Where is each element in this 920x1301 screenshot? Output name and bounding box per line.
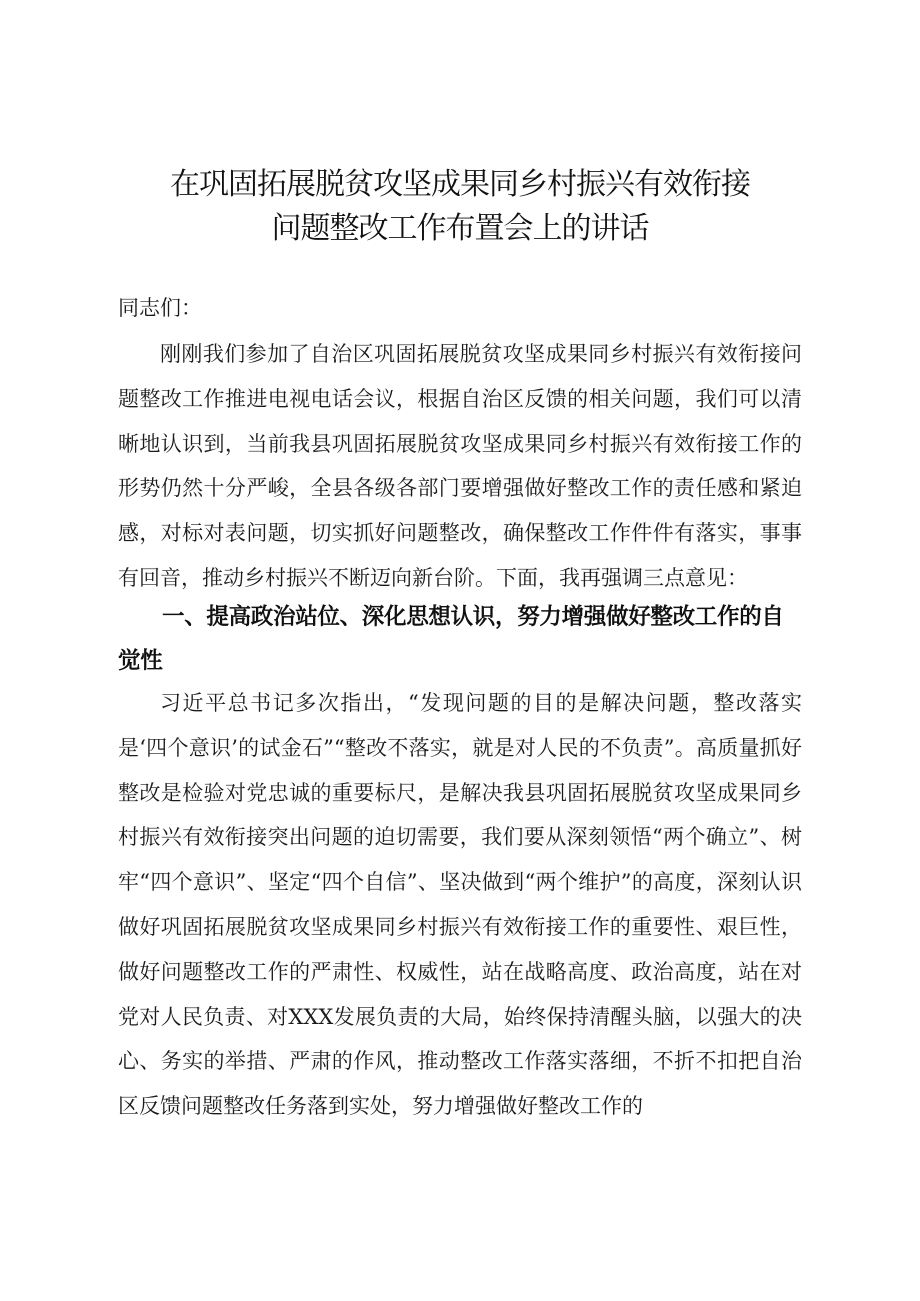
document-title-line-2: 问题整改工作布置会上的讲话 (271, 211, 649, 246)
body-paragraph-1: 刚刚我们参加了自治区巩固拓展脱贫攻坚成果同乡村振兴有效衔接问题整改工作推进电视电话会议，根据自治区反馈的相关问题，我们可以清晰地认识到，当前我县巩固拓展脱贫攻坚成果同乡村振兴有效衔接工作的形势仍然十分严峻，全县各级各部门要增强做好整改工作的责任感和紧迫感，对标对表问题，切实抓好问题整改，确保整改工作件件有落实，事事有回音，推动乡村振兴不断迈向新台阶。下面，我再强调三点意见： (118, 342, 802, 590)
salutation: 同志们： (118, 296, 202, 320)
body-paragraph-2: 习近平总书记多次指出，“发现问题的目的是解决问题，整改落实是‘四个意识’的试金石”“整改不落实，就是对人民的不负责”。高质量抓好整改是检验对党忠诚的重要标尺，是解决我县巩固拓展脱贫攻坚成果同乡村振兴有效衔接突出问题的迫切需要，我们要从深刻领悟“两个确立”、树牢“四个意识”、坚定“四个自信”、坚决做到“两个维护”的高度，深刻认识做好巩固拓展脱贫攻坚成果同乡村振兴有效衔接工作的重要性、艰巨性，做好问题整改工作的严肃性、权威性，站在战略高度、政治高度，站在对党对人民负责、对XXX发展负责的大局，始终保持清醒头脑，以强大的决心、务实的举措、严肃的作风，推动整改工作落实落细，不折不扣把自治区反馈问题整改任务落到实处，努力增强做好整改工作的 (118, 691, 802, 1119)
section-heading-1: 一、提高政治站位、深化思想认识，努力增强做好整改工作的自觉性 (118, 604, 784, 674)
document-title-line-1: 在巩固拓展脱贫攻坚成果同乡村振兴有效衔接 (170, 167, 750, 202)
